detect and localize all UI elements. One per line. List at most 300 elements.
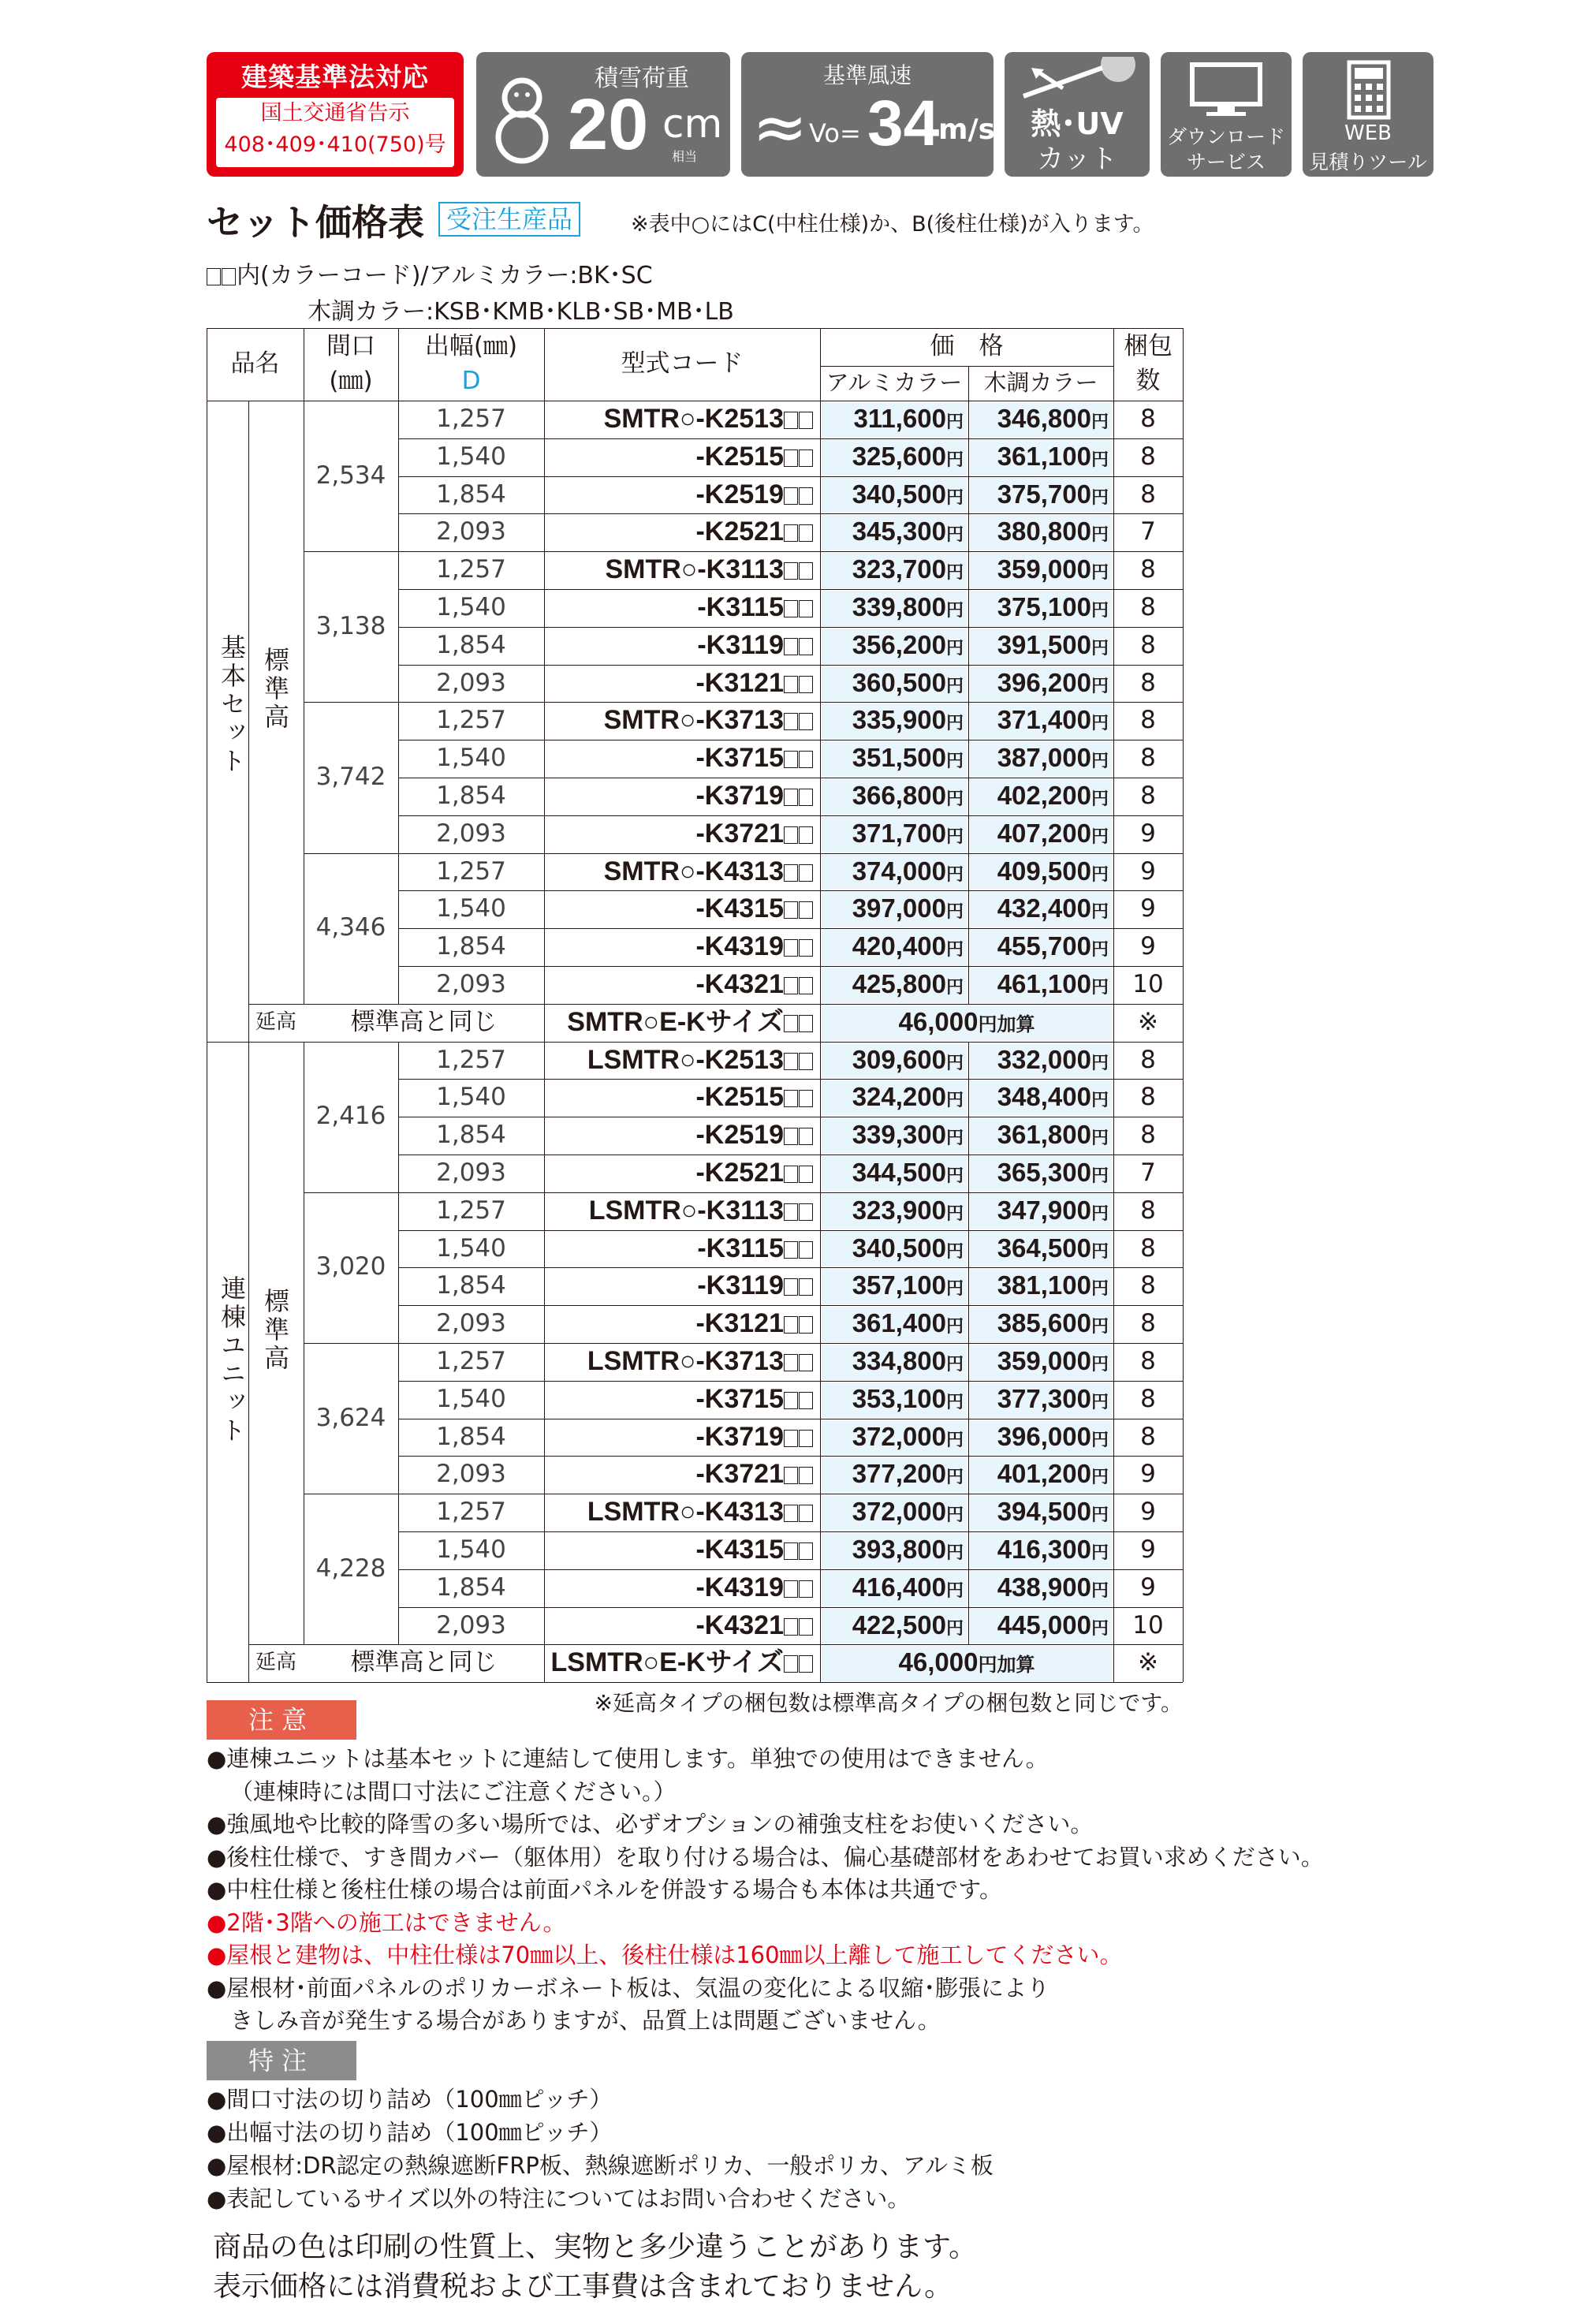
pack-count: 9 xyxy=(1140,856,1156,886)
yen-unit: 円 xyxy=(945,1505,964,1525)
wood-price xyxy=(968,966,1109,1005)
model-code xyxy=(544,1117,814,1153)
column-divider xyxy=(1113,1004,1114,1042)
yen-unit: 円 xyxy=(945,1429,964,1449)
alu-price-value: 311,600 xyxy=(853,404,946,433)
wood-price-value: 396,200 xyxy=(997,667,1091,697)
pack-count: 8 xyxy=(1140,1422,1156,1451)
depth-value: 1,257 xyxy=(436,405,506,433)
alu-price xyxy=(820,1381,964,1420)
wood-price xyxy=(968,1117,1109,1156)
wood-price-value: 375,100 xyxy=(997,592,1091,621)
alu-price-value: 372,000 xyxy=(852,1421,946,1451)
color-code-box xyxy=(784,713,798,730)
column-divider xyxy=(820,328,821,401)
alu-price xyxy=(820,551,964,591)
heat-uv-line1: 熱･UV xyxy=(1031,106,1124,141)
model-code xyxy=(544,551,814,588)
pack-count: 8 xyxy=(1140,668,1156,697)
snow-load-label: 積雪荷重 xyxy=(595,65,689,92)
depth-value: 1,257 xyxy=(436,856,506,886)
model-code-text: -K3119 xyxy=(697,1270,784,1301)
model-code xyxy=(544,1494,814,1530)
header-pack2: 数 xyxy=(1135,367,1161,395)
yen-unit: 円 xyxy=(1090,1429,1109,1449)
header-wood: 木調カラー xyxy=(983,369,1098,396)
width-value: 3,020 xyxy=(315,1252,386,1281)
color-code-box xyxy=(784,1316,798,1334)
alu-price xyxy=(820,1343,964,1382)
model-code xyxy=(544,1042,814,1078)
model-code-text: -K3715 xyxy=(695,1383,784,1414)
special-order-item: ●表記しているサイズ以外の特注についてはお問い合わせください。 xyxy=(207,2185,911,2212)
wood-price-value: 432,400 xyxy=(997,893,1091,923)
extra-same-label: 標準高と同じ xyxy=(350,1007,498,1036)
law-badge-line1: 国土交通省告示 xyxy=(260,101,410,125)
depth-value: 2,093 xyxy=(436,970,506,998)
yen-unit: 円 xyxy=(945,1617,964,1638)
header-alu: アルミカラー xyxy=(826,369,963,396)
width-value: 3,742 xyxy=(315,763,386,791)
alu-price xyxy=(820,1155,964,1194)
color-code-box xyxy=(784,1278,798,1296)
caution-item: ●2階･3階への施工はできません。 xyxy=(207,1908,566,1936)
yen-unit: 円 xyxy=(945,789,964,808)
extra-same-label: 標準高と同じ xyxy=(350,1648,498,1677)
pack-count: 8 xyxy=(1140,405,1156,433)
color-code-box xyxy=(784,977,798,994)
width-value: 2,534 xyxy=(315,461,386,490)
alu-price-value: 324,200 xyxy=(852,1082,946,1112)
model-code-text: -K3715 xyxy=(695,743,784,774)
wood-price-value: 402,200 xyxy=(997,781,1091,810)
column-divider xyxy=(544,1004,545,1042)
yen-unit: 円 xyxy=(1090,1090,1109,1110)
wood-price xyxy=(968,627,1109,666)
yen-unit: 円 xyxy=(945,1090,964,1110)
wood-price xyxy=(968,476,1109,516)
wood-price xyxy=(968,1305,1109,1345)
header-price: 価 格 xyxy=(930,332,1004,360)
yen-unit: 円 xyxy=(1090,1580,1109,1600)
alu-price-value: 416,400 xyxy=(852,1572,946,1602)
model-code xyxy=(544,1381,814,1417)
wind-speed-unit: m/s xyxy=(938,114,996,146)
color-code-box xyxy=(784,751,798,768)
yen-unit: 円 xyxy=(1090,1542,1109,1562)
alu-price xyxy=(820,966,964,1005)
yen-unit: 円 xyxy=(945,751,964,771)
model-code-text: -K2521 xyxy=(695,517,784,547)
yen-unit: 円 xyxy=(1090,977,1109,997)
model-code xyxy=(544,1192,814,1229)
color-code-box xyxy=(784,789,798,806)
caution-item: ●中柱仕様と後柱仕様の場合は前面パネルを併設する場合も本体は共通です。 xyxy=(207,1876,1002,1903)
wood-price xyxy=(968,890,1109,930)
wood-price-value: 381,100 xyxy=(997,1270,1091,1300)
section-name: 連棟ユニット xyxy=(217,1274,247,1446)
alu-price-value: 339,300 xyxy=(852,1120,946,1150)
color-code-box xyxy=(799,524,813,542)
depth-value: 2,093 xyxy=(436,1610,506,1639)
depth-value: 1,854 xyxy=(436,1572,506,1602)
yen-unit: 円 xyxy=(945,864,964,884)
column-divider xyxy=(820,1042,821,1683)
alu-price-value: 356,200 xyxy=(852,629,946,659)
wood-price xyxy=(968,815,1109,855)
depth-value: 1,854 xyxy=(436,1121,506,1150)
yen-unit: 円 xyxy=(1090,713,1109,733)
model-code-text: SMTR○-K3113 xyxy=(605,554,784,585)
color-code-box xyxy=(784,1166,798,1183)
color-code-box xyxy=(784,1203,798,1221)
model-code xyxy=(544,1607,814,1643)
column-divider xyxy=(1113,1042,1114,1645)
yen-unit: 円 xyxy=(945,1278,964,1299)
alu-price xyxy=(820,665,964,704)
color-code-box xyxy=(784,1128,798,1145)
color-code-box xyxy=(799,713,813,730)
model-code-text: -K3721 xyxy=(695,1459,784,1490)
wood-price-value: 361,100 xyxy=(997,441,1091,471)
extra-height-label: 延高 xyxy=(255,1651,296,1675)
pack-count: 8 xyxy=(1140,630,1156,659)
color-code-box xyxy=(799,1053,813,1070)
wood-price xyxy=(968,1381,1109,1420)
color-code-box xyxy=(799,638,813,655)
model-code-text: -K4319 xyxy=(695,931,784,962)
column-divider xyxy=(1113,328,1114,401)
pack-count: 9 xyxy=(1140,1460,1156,1489)
special-order-item: ●出幅寸法の切り詰め（100㎜ピッチ） xyxy=(207,2119,613,2146)
model-code-text: -K3115 xyxy=(697,1233,784,1263)
model-code-text: -K4321 xyxy=(695,969,784,999)
special-order-item: ●間口寸法の切り詰め（100㎜ピッチ） xyxy=(207,2086,613,2113)
color-code-box xyxy=(784,901,798,919)
wood-price-value: 407,200 xyxy=(997,818,1091,848)
model-code-text: -K3719 xyxy=(695,1421,784,1452)
alu-price-value: 420,400 xyxy=(852,931,946,961)
wood-price-value: 361,800 xyxy=(997,1120,1091,1150)
model-code-text: -K2515 xyxy=(695,441,784,472)
alu-price xyxy=(820,1569,964,1609)
model-code xyxy=(544,1305,814,1341)
yen-unit: 円 xyxy=(945,524,964,545)
depth-value: 1,540 xyxy=(436,744,506,773)
made-to-order-tag: 受注生産品 xyxy=(438,202,580,237)
yen-unit: 円 xyxy=(945,713,964,733)
yen-unit: 円 xyxy=(945,600,964,620)
model-code xyxy=(544,401,814,437)
model-code xyxy=(544,702,814,738)
depth-value: 1,257 xyxy=(436,555,506,584)
caution-item: きしみ音が発生する場合がありますが、品質上は問題ございません。 xyxy=(230,2007,941,2034)
wood-price xyxy=(968,853,1109,893)
header-width: 間口 xyxy=(326,332,375,360)
color-code-box xyxy=(784,412,798,429)
wood-price-value: 401,200 xyxy=(997,1459,1091,1489)
alu-price xyxy=(820,1531,964,1571)
pack-count: 8 xyxy=(1140,1196,1156,1225)
wood-price-value: 385,600 xyxy=(997,1308,1091,1338)
color-code-box xyxy=(799,826,813,844)
depth-value: 1,854 xyxy=(436,630,506,659)
color-code-box xyxy=(784,1542,798,1560)
footer-note: 商品の色は印刷の性質上、実物と多少違うことがあります。 xyxy=(213,2231,978,2263)
width-value: 4,346 xyxy=(315,913,386,942)
alu-price-value: 323,900 xyxy=(852,1195,946,1225)
yen-unit: 円 xyxy=(1090,562,1109,583)
model-code-text: -K2519 xyxy=(695,479,784,509)
alu-price-value: 397,000 xyxy=(852,893,946,923)
yen-unit: 円 xyxy=(1090,1240,1109,1261)
wood-price-value: 391,500 xyxy=(997,629,1091,659)
color-code-box xyxy=(799,1542,813,1560)
model-code xyxy=(544,1079,814,1115)
model-code-text: -K4319 xyxy=(695,1572,784,1602)
width-value: 4,228 xyxy=(315,1554,386,1583)
pack-count: 8 xyxy=(1140,1083,1156,1112)
model-code-text: -K3121 xyxy=(695,1308,784,1339)
yen-unit: 円 xyxy=(1090,675,1109,696)
extra-price-value: 46,000 xyxy=(898,1006,979,1036)
model-code xyxy=(544,928,814,964)
extra-model-code-text: LSMTR○E-Kサイズ xyxy=(550,1647,784,1678)
alu-price xyxy=(820,438,964,478)
wind-speed-prefix: Vo= xyxy=(809,118,861,148)
yen-unit: 円 xyxy=(1090,1316,1109,1337)
wind-icon: ≈ xyxy=(752,88,808,166)
yen-unit: 円 xyxy=(1090,1467,1109,1487)
yen-unit: 円 xyxy=(945,1580,964,1600)
color-code-box xyxy=(799,1467,813,1484)
wood-price-value: 364,500 xyxy=(997,1233,1091,1263)
pack-count: 8 xyxy=(1140,1384,1156,1413)
model-code-text: -K4315 xyxy=(695,893,784,924)
alu-price xyxy=(820,1042,964,1081)
color-code-line2: 木調カラー:KSB･KMB･KLB･SB･MB･LB xyxy=(308,298,734,326)
depth-value: 2,093 xyxy=(436,819,506,848)
extra-price-add: 円加算 xyxy=(978,1654,1035,1677)
alu-price-value: 345,300 xyxy=(852,517,946,546)
color-code-box xyxy=(784,1392,798,1409)
wood-price-value: 346,800 xyxy=(997,404,1091,433)
alu-price xyxy=(820,1494,964,1533)
model-code xyxy=(544,853,814,890)
color-code-box xyxy=(799,977,813,994)
model-code xyxy=(544,1155,814,1191)
snow-load-sub: 相当 xyxy=(672,149,698,164)
alu-price xyxy=(820,1267,964,1307)
wood-price xyxy=(968,1531,1109,1571)
alu-price xyxy=(820,1305,964,1345)
pack-count: 9 xyxy=(1140,894,1156,923)
alu-price xyxy=(820,853,964,893)
model-code xyxy=(544,966,814,1002)
yen-unit: 円 xyxy=(1090,1617,1109,1638)
yen-unit: 円 xyxy=(1090,1278,1109,1299)
alu-price-value: 334,800 xyxy=(852,1346,946,1375)
wood-price xyxy=(968,1267,1109,1307)
depth-value: 1,540 xyxy=(436,1384,506,1413)
alu-price xyxy=(820,1419,964,1458)
color-code-box xyxy=(784,1090,798,1107)
color-code-box xyxy=(799,864,813,882)
model-code xyxy=(544,1531,814,1568)
width-value: 2,416 xyxy=(315,1102,386,1131)
column-divider xyxy=(398,401,399,1004)
yen-unit: 円 xyxy=(945,1128,964,1148)
column-divider xyxy=(1113,1644,1114,1682)
alu-price-value: 361,400 xyxy=(852,1308,946,1338)
wood-price xyxy=(968,513,1109,553)
depth-value: 1,854 xyxy=(436,1422,506,1451)
color-code-box xyxy=(799,1015,813,1032)
header-name: 品名 xyxy=(230,349,280,378)
width-value: 3,624 xyxy=(315,1403,386,1432)
extra-pack: ※ xyxy=(1138,1648,1158,1677)
model-code-text: LSMTR○-K2513 xyxy=(587,1044,784,1075)
table-right-border xyxy=(1183,328,1184,1682)
depth-value: 1,540 xyxy=(436,1083,506,1112)
model-code-text: LSMTR○-K3113 xyxy=(588,1195,784,1225)
depth-value: 2,093 xyxy=(436,1158,506,1187)
wood-price-value: 380,800 xyxy=(997,517,1091,546)
wood-price xyxy=(968,401,1109,440)
yen-unit: 円 xyxy=(945,637,964,658)
alu-price-value: 360,500 xyxy=(852,667,946,697)
alu-price-value: 340,500 xyxy=(852,479,946,509)
pack-count: 8 xyxy=(1140,1309,1156,1338)
yen-unit: 円 xyxy=(945,826,964,846)
color-code-box xyxy=(799,1505,813,1522)
column-divider xyxy=(820,401,821,1042)
color-code-box xyxy=(784,1430,798,1447)
pack-count: 8 xyxy=(1140,1045,1156,1074)
color-code-box xyxy=(784,1053,798,1070)
pack-count: 8 xyxy=(1140,706,1156,735)
model-code xyxy=(544,589,814,625)
color-code-box xyxy=(784,864,798,882)
alu-price xyxy=(820,1607,964,1647)
alu-price-value: 372,000 xyxy=(852,1497,946,1527)
alu-price xyxy=(820,928,964,968)
color-code-box xyxy=(784,1655,798,1673)
alu-price xyxy=(820,1456,964,1495)
yen-unit: 円 xyxy=(945,901,964,922)
color-code-box xyxy=(799,1655,813,1673)
wood-price xyxy=(968,1042,1109,1081)
column-divider xyxy=(544,401,545,1004)
model-code-text: -K3719 xyxy=(695,781,784,811)
color-code-box xyxy=(799,1430,813,1447)
caution-item: （連棟時には間口寸法にご注意ください。） xyxy=(230,1778,677,1805)
pack-count: 8 xyxy=(1140,1233,1156,1263)
color-code-box xyxy=(784,676,798,693)
model-code xyxy=(544,740,814,776)
price-header-divider xyxy=(820,366,1113,367)
alu-price xyxy=(820,815,964,855)
wood-price xyxy=(968,740,1109,779)
color-code-box xyxy=(784,638,798,655)
depth-value: 1,854 xyxy=(436,1271,506,1300)
alu-price xyxy=(820,476,964,516)
depth-value: 1,854 xyxy=(436,479,506,509)
alu-price xyxy=(820,1192,964,1232)
depth-value: 1,540 xyxy=(436,442,506,471)
wood-price-value: 347,900 xyxy=(997,1195,1091,1225)
alu-price-value: 366,800 xyxy=(852,781,946,810)
yen-unit: 円 xyxy=(1090,524,1109,545)
depth-value: 1,540 xyxy=(436,894,506,923)
caution-heading: 注意 xyxy=(207,1700,356,1740)
color-code-box xyxy=(799,1241,813,1259)
color-code-box xyxy=(799,751,813,768)
wood-price-value: 396,000 xyxy=(997,1421,1091,1451)
depth-value: 1,257 xyxy=(436,1347,506,1375)
yen-unit: 円 xyxy=(1090,751,1109,771)
yen-unit: 円 xyxy=(1090,1505,1109,1525)
wood-price-value: 359,000 xyxy=(997,554,1091,584)
wood-price xyxy=(968,928,1109,968)
model-code xyxy=(544,815,814,852)
extra-height-label: 延高 xyxy=(255,1009,296,1034)
depth-value: 1,540 xyxy=(436,1535,506,1564)
color-code-box xyxy=(799,450,813,467)
yen-unit: 円 xyxy=(945,1052,964,1072)
depth-value: 2,093 xyxy=(436,1460,506,1489)
footer-note: 表示価格には消費税および工事費は含まれておりません。 xyxy=(213,2270,953,2303)
model-code xyxy=(544,1456,814,1492)
model-code xyxy=(544,627,814,663)
model-code xyxy=(544,890,814,927)
yen-unit: 円 xyxy=(945,977,964,997)
color-code-box xyxy=(799,1354,813,1371)
yen-unit: 円 xyxy=(945,939,964,960)
pack-count: 8 xyxy=(1140,555,1156,584)
pack-count: 8 xyxy=(1140,479,1156,509)
wood-price-value: 394,500 xyxy=(997,1497,1091,1527)
model-code-text: -K3115 xyxy=(697,592,784,622)
alu-price-value: 309,600 xyxy=(852,1044,946,1074)
color-code-box xyxy=(784,939,798,957)
extra-model-code xyxy=(544,1004,814,1040)
extra-price xyxy=(820,1644,1113,1684)
column-divider xyxy=(248,1042,249,1683)
yen-unit: 円 xyxy=(945,412,964,431)
header-depth-sub: D xyxy=(461,367,481,395)
color-code-box xyxy=(799,412,813,429)
alu-price xyxy=(820,627,964,666)
color-code-box xyxy=(799,600,813,617)
wood-price xyxy=(968,778,1109,817)
height-divider xyxy=(248,1004,304,1005)
yen-unit: 円 xyxy=(1090,826,1109,846)
wood-price-value: 332,000 xyxy=(997,1044,1091,1074)
model-code-text: -K2515 xyxy=(695,1082,784,1113)
depth-value: 1,257 xyxy=(436,706,506,735)
wood-price xyxy=(968,702,1109,741)
model-code xyxy=(544,1343,814,1379)
extra-model-code-text: SMTR○E-Kサイズ xyxy=(567,1006,784,1037)
caution-item: ●屋根と建物は、中柱仕様は70㎜以上、後柱仕様は160㎜以上離して施工してください。 xyxy=(207,1942,1123,1968)
yen-unit: 円 xyxy=(1090,901,1109,922)
alu-price-value: 325,600 xyxy=(852,441,946,471)
model-code xyxy=(544,1419,814,1455)
color-code-box xyxy=(784,524,798,542)
column-divider xyxy=(544,1644,545,1682)
yen-unit: 円 xyxy=(945,1316,964,1337)
